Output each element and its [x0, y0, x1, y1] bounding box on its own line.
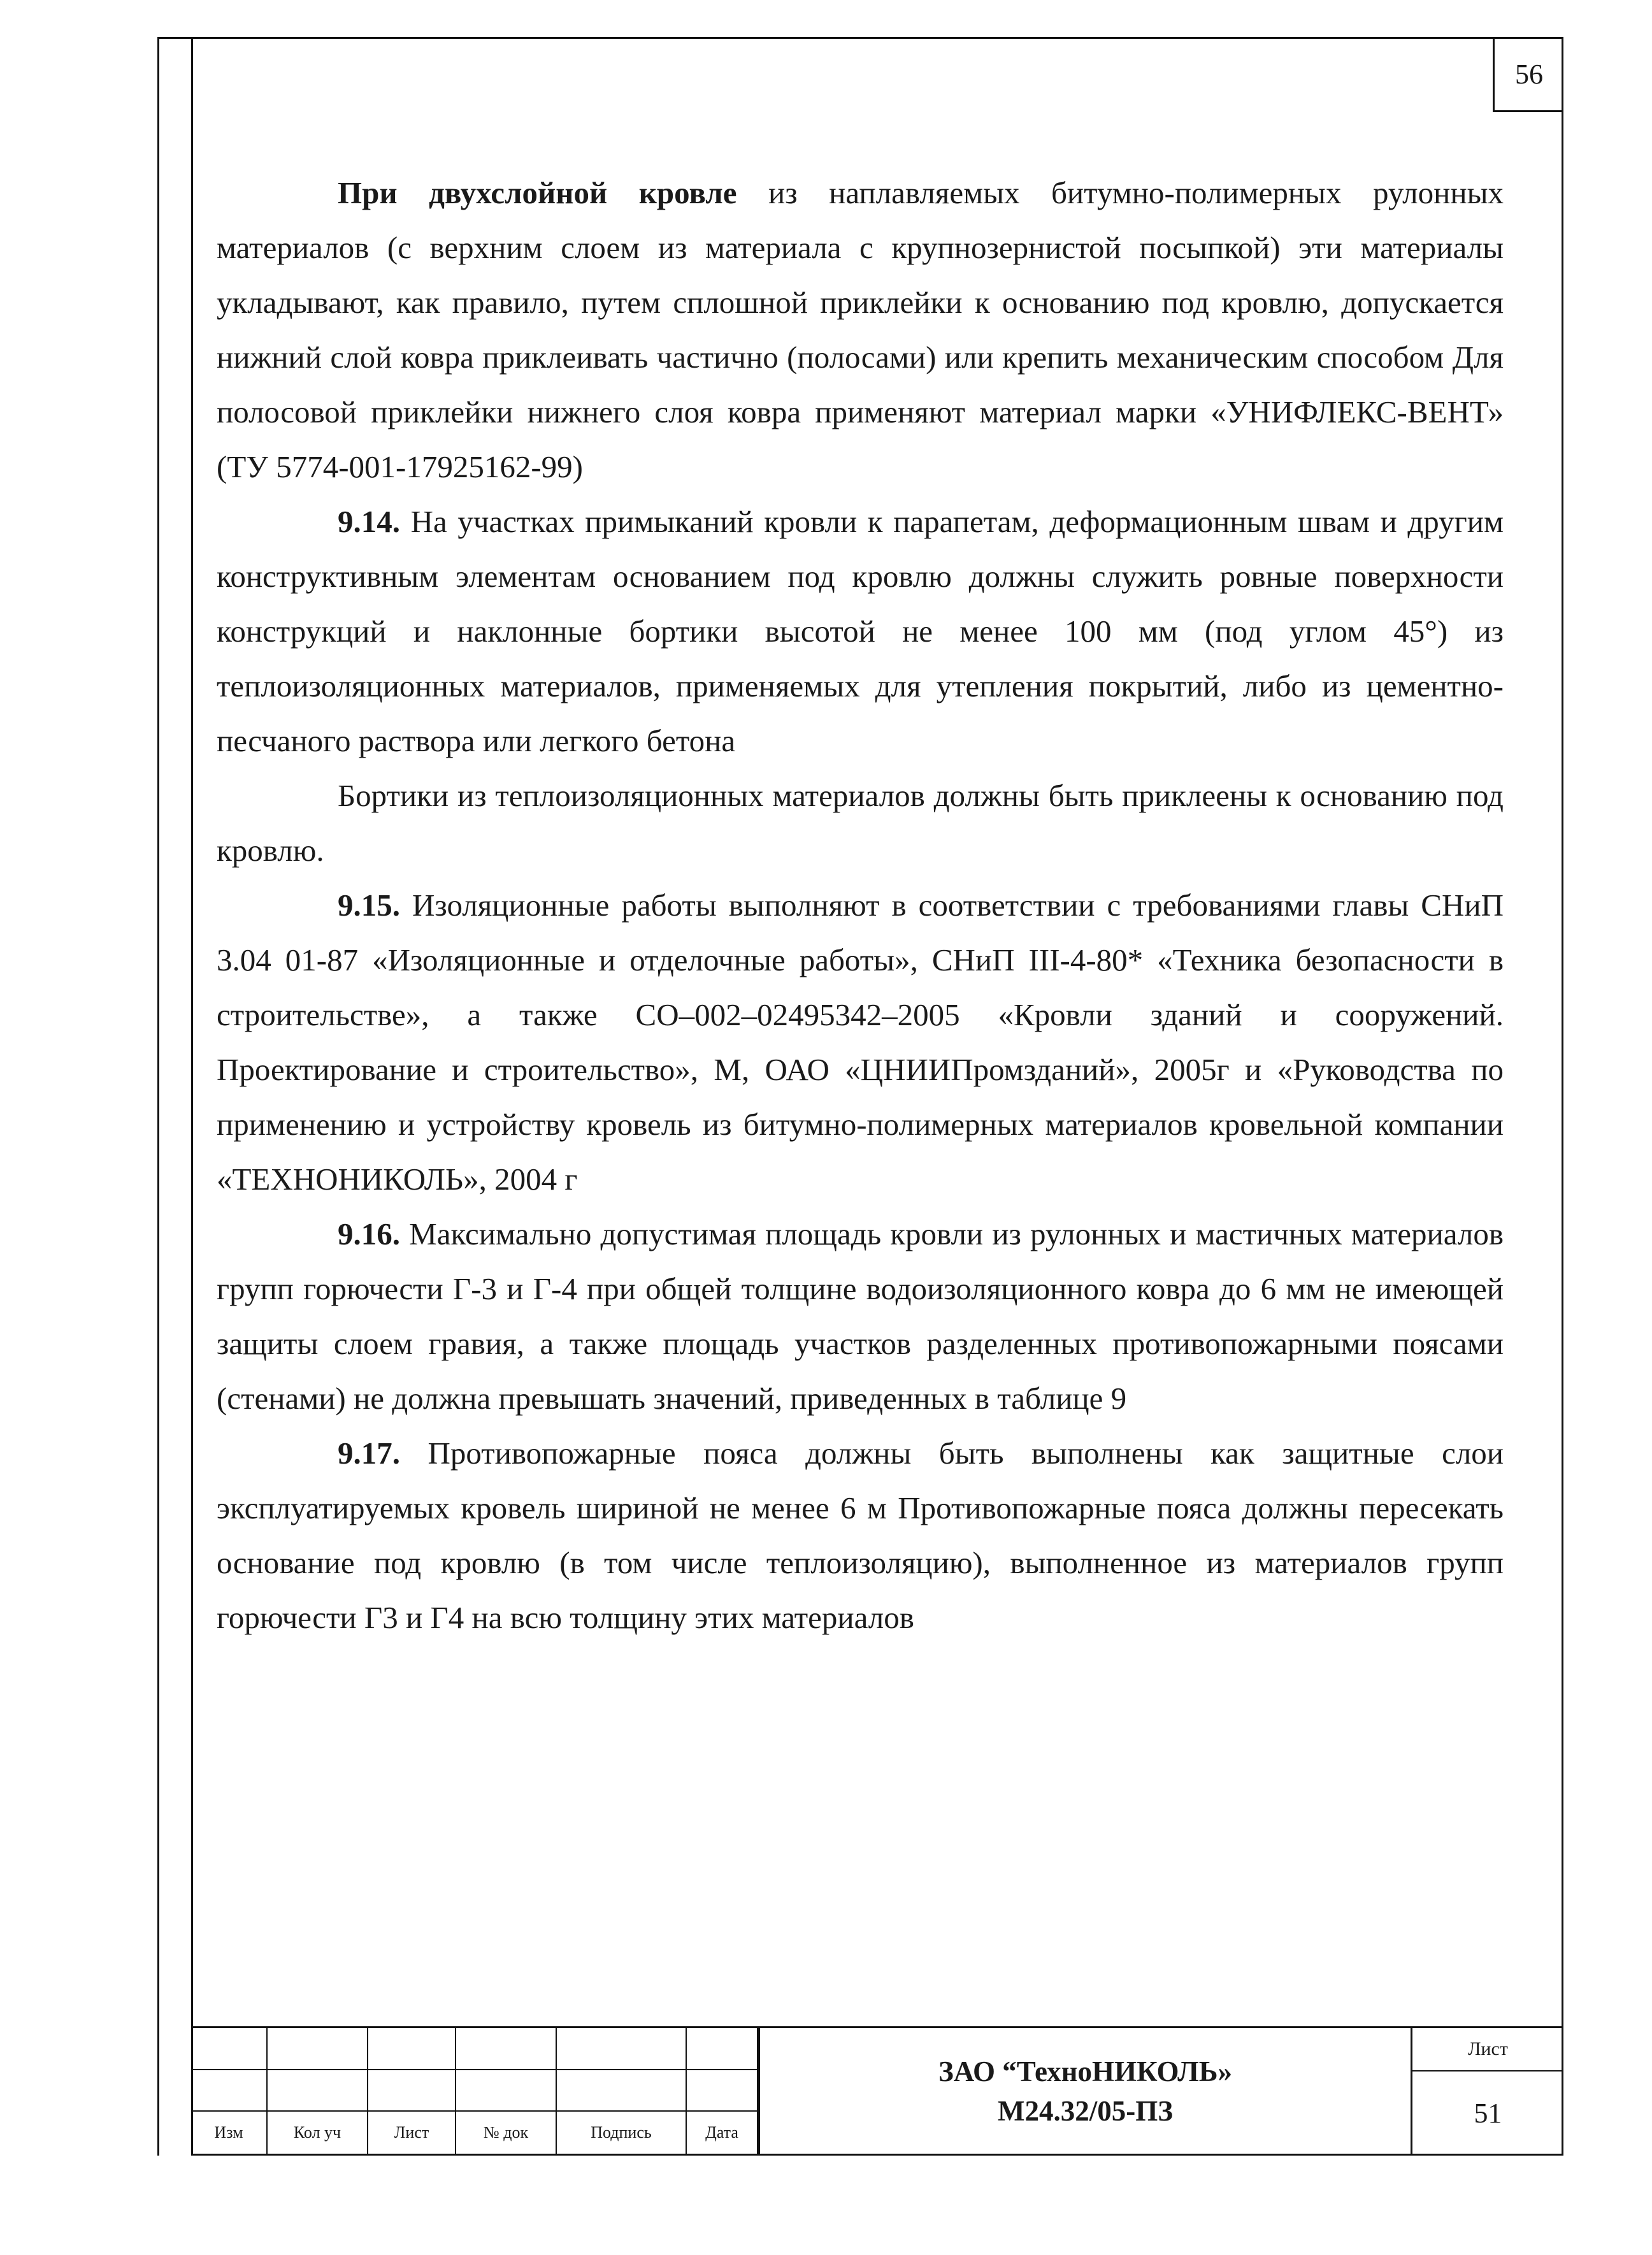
revision-cell [456, 2070, 557, 2112]
title-block-caption [758, 2028, 1411, 2154]
sheet-number: 51 [1474, 2097, 1502, 2129]
column-header-date: Дата [687, 2112, 758, 2154]
revision-cell [368, 2028, 456, 2070]
column-header-doc-number: № док [456, 2112, 557, 2154]
paragraph-text: На участках примыканий кровли к парапетам, деформационным швам и другим конструктивным элементам основанием под кровлю должны служить ровные поверхности конструкций и наклонные бортики высотой не менее 100 мм (под углом 45°) из теплоизоляционных материалов, применяемых для утепления покрытий, либо из цементно-песчаного раствора или легкого бетона [217, 504, 1504, 758]
document-body [217, 166, 1504, 1645]
revision-cell [557, 2028, 687, 2070]
paragraph-9-17 [217, 1426, 1504, 1645]
company-name: ЗАО “ТехноНИКОЛЬ» [938, 2055, 1233, 2087]
paragraph-9-16 [217, 1207, 1504, 1426]
paragraph-lead: 9.14. [338, 504, 400, 539]
paragraph-text: Бортики из теплоизоляционных материалов должны быть приклеены к основанию под кровлю. [217, 778, 1504, 868]
paragraph-text: Максимально допустимая площадь кровли из рулонных и мастичных материалов групп горючести Г-3 и Г-4 при общей толщине водоизоляционного ковра до 6 мм не имеющей защиты слоем гравия, а также площадь участков разделенных противопожарными поясами (стенами) не должна превышать значений, приведенных в таблице 9 [217, 1216, 1504, 1416]
column-header-sheet: Лист [368, 2112, 456, 2154]
paragraph-lead: При двухслойной кровле [338, 175, 737, 210]
title-block [191, 2026, 1563, 2156]
paragraph-9-15 [217, 878, 1504, 1207]
document-code: М24.32/05-ПЗ [998, 2094, 1173, 2127]
paragraph-text: Изоляционные работы выполняют в соответствии с требованиями главы СНиП 3.04 01-87 «Изоляционные и отделочные работы», СНиП III-4-80* «Техника безопасности в строительстве», а также СО–002–02495342–2005 «Кровли зданий и сооружений. Проектирование и строительство», М, ОАО «ЦНИИПромзданий», 2005г и «Руководства по применению и устройству кровель из битумно-полимерных материалов кровельной компании «ТЕХНОНИКОЛЬ», 2004 г [217, 888, 1504, 1197]
revision-cell [268, 2070, 368, 2112]
column-header-change: Изм [191, 2112, 268, 2154]
revision-cell [191, 2070, 268, 2112]
paragraph-lead: 9.15. [338, 888, 400, 923]
column-header-signature: Подпись [557, 2112, 687, 2154]
top-page-number: 56 [1515, 59, 1543, 90]
paragraph-lead: 9.17. [338, 1436, 400, 1471]
revision-cell [687, 2070, 758, 2112]
paragraph-lead: 9.16. [338, 1216, 400, 1251]
revision-table [191, 2028, 758, 2154]
revision-cell [687, 2028, 758, 2070]
revision-cell [557, 2070, 687, 2112]
sheet-label: Лист [1412, 2028, 1563, 2071]
binding-margin-line [191, 37, 193, 2156]
sheet-box [1411, 2028, 1563, 2154]
revision-cell [191, 2028, 268, 2070]
paragraph-9-14 [217, 494, 1504, 768]
paragraph-edges [217, 768, 1504, 878]
top-page-number-box [1493, 38, 1563, 112]
paragraph-two-layer-roof [217, 166, 1504, 494]
paragraph-text: Противопожарные пояса должны быть выполнены как защитные слои эксплуатируемых кровель шириной не менее 6 м Противопожарные пояса должны пересекать основание под кровлю (в том числе теплоизоляцию), выполненное из материалов групп горючести Г3 и Г4 на всю толщину этих материалов [217, 1436, 1504, 1635]
paragraph-text: из наплавляемых битумно-полимерных рулонных материалов (с верхним слоем из материала с крупнозернистой посыпкой) эти материалы укладывают, как правило, путем сплошной приклейки к основанию под кровлю, допускается нижний слой ковра приклеивать частично (полосами) или крепить механическим способом Для полосовой приклейки нижнего слоя ковра применяют материал марки «УНИФЛЕКС-ВЕНТ» (ТУ 5774-001-17925162-99) [217, 175, 1504, 484]
revision-cell [456, 2028, 557, 2070]
revision-cell [368, 2070, 456, 2112]
revision-cell [268, 2028, 368, 2070]
column-header-qty: Кол уч [268, 2112, 368, 2154]
